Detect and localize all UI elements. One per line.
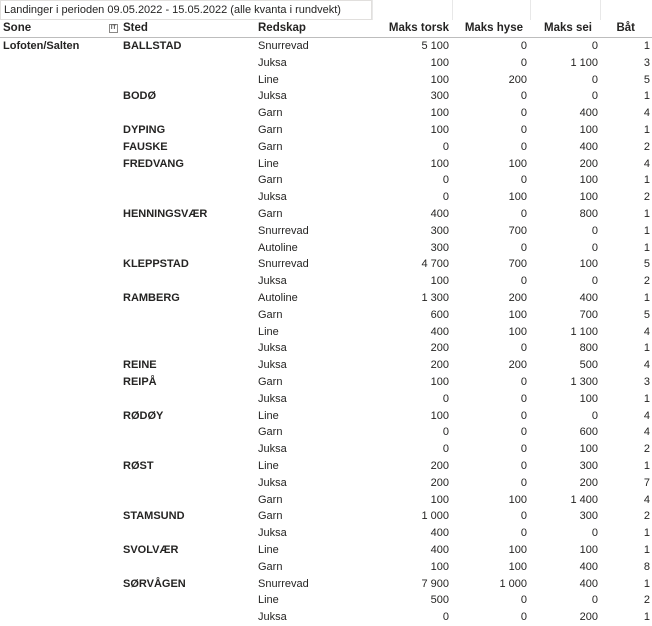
column-filter-icon[interactable]: IT (110, 25, 117, 31)
sted-cell: SØRVÅGEN (123, 577, 186, 590)
sted-cell: DYPING (123, 123, 166, 136)
bat-cell: 3 (643, 56, 650, 69)
sted-cell: RØST (123, 459, 154, 472)
table-row[interactable] (0, 475, 652, 492)
maks-torsk-cell: 1 300 (421, 291, 449, 304)
table-row[interactable] (0, 408, 652, 425)
maks-torsk-cell: 400 (430, 207, 449, 220)
table-row[interactable] (0, 424, 652, 441)
maks-sei-cell: 300 (579, 510, 598, 523)
header-maks-torsk[interactable]: Maks torsk (388, 22, 449, 34)
redskap-cell: Garn (258, 426, 283, 439)
bat-cell: 1 (643, 342, 650, 355)
maks-hyse-cell: 0 (520, 241, 527, 254)
maks-sei-cell: 1 300 (570, 375, 598, 388)
maks-torsk-cell: 400 (430, 527, 449, 540)
redskap-cell: Juksa (258, 191, 287, 204)
maks-torsk-cell: 100 (430, 157, 449, 170)
maks-sei-cell: 400 (579, 107, 598, 120)
table-row[interactable] (0, 324, 652, 341)
bat-cell: 2 (643, 443, 650, 456)
table-body (0, 38, 652, 626)
header-sone[interactable]: Sone (3, 22, 32, 34)
maks-hyse-cell: 100 (508, 543, 527, 556)
redskap-cell: Garn (258, 174, 283, 187)
table-row[interactable] (0, 492, 652, 509)
sted-cell: HENNINGSVÆR (123, 207, 208, 220)
maks-torsk-cell: 300 (430, 224, 449, 237)
redskap-cell: Garn (258, 207, 283, 220)
header-sted[interactable]: Sted (123, 22, 148, 34)
grid-divider (452, 0, 453, 20)
maks-sei-cell: 0 (591, 527, 598, 540)
maks-hyse-cell: 0 (520, 275, 527, 288)
maks-hyse-cell: 0 (520, 375, 527, 388)
table-row[interactable] (0, 55, 652, 72)
maks-torsk-cell: 0 (442, 611, 449, 624)
maks-sei-cell: 100 (579, 543, 598, 556)
maks-sei-cell: 400 (579, 140, 598, 153)
maks-torsk-cell: 200 (430, 459, 449, 472)
redskap-cell: Garn (258, 107, 283, 120)
table-row[interactable] (0, 559, 652, 576)
sted-cell: SVOLVÆR (123, 543, 179, 556)
bat-cell: 1 (643, 207, 650, 220)
header-maks-hyse[interactable]: Maks hyse (464, 22, 523, 34)
maks-sei-cell: 0 (591, 90, 598, 103)
maks-sei-cell: 0 (591, 40, 598, 52)
sted-cell: BALLSTAD (123, 40, 182, 52)
table-row[interactable] (0, 609, 652, 626)
maks-sei-cell: 500 (579, 359, 598, 372)
maks-sei-cell: 600 (579, 426, 598, 439)
header-maks-sei[interactable]: Maks sei (544, 22, 592, 34)
table-row[interactable] (0, 240, 652, 257)
maks-torsk-cell: 0 (442, 140, 449, 153)
bat-cell: 7 (643, 476, 650, 489)
table-row[interactable] (0, 508, 652, 525)
bat-cell: 2 (643, 594, 650, 607)
maks-torsk-cell: 100 (430, 560, 449, 573)
table-row[interactable] (0, 172, 652, 189)
bat-cell: 5 (643, 308, 650, 321)
maks-hyse-cell: 100 (508, 493, 527, 506)
maks-hyse-cell: 0 (520, 459, 527, 472)
maks-sei-cell: 0 (591, 241, 598, 254)
redskap-cell: Garn (258, 560, 283, 573)
table-row[interactable] (0, 206, 652, 223)
maks-sei-cell: 300 (579, 459, 598, 472)
maks-torsk-cell: 400 (430, 543, 449, 556)
sted-cell: STAMSUND (123, 510, 185, 523)
maks-hyse-cell: 200 (508, 291, 527, 304)
maks-hyse-cell: 0 (520, 409, 527, 422)
redskap-cell: Snurrevad (258, 258, 309, 271)
redskap-cell: Juksa (258, 443, 287, 456)
sted-cell: KLEPPSTAD (123, 258, 189, 271)
bat-cell: 1 (643, 40, 650, 52)
maks-sei-cell: 700 (579, 308, 598, 321)
maks-sei-cell: 800 (579, 207, 598, 220)
maks-hyse-cell: 0 (520, 90, 527, 103)
bat-cell: 1 (643, 527, 650, 540)
maks-torsk-cell: 200 (430, 476, 449, 489)
bat-cell: 5 (643, 258, 650, 271)
table-row[interactable] (0, 441, 652, 458)
maks-torsk-cell: 1 000 (421, 510, 449, 523)
maks-sei-cell: 200 (579, 476, 598, 489)
redskap-cell: Snurrevad (258, 224, 309, 237)
table-row[interactable] (0, 458, 652, 475)
table-row[interactable] (0, 374, 652, 391)
redskap-cell: Garn (258, 308, 283, 321)
maks-torsk-cell: 0 (442, 174, 449, 187)
maks-hyse-cell: 100 (508, 157, 527, 170)
redskap-cell: Line (258, 543, 279, 556)
bat-cell: 1 (643, 291, 650, 304)
maks-torsk-cell: 400 (430, 325, 449, 338)
redskap-cell: Snurrevad (258, 577, 309, 590)
maks-torsk-cell: 0 (442, 443, 449, 456)
redskap-cell: Garn (258, 140, 283, 153)
bat-cell: 4 (643, 409, 650, 422)
sone-cell: Lofoten/Salten (3, 40, 80, 52)
bat-cell: 1 (643, 123, 650, 136)
maks-hyse-cell: 0 (520, 392, 527, 405)
table-row[interactable] (0, 576, 652, 593)
table-row[interactable] (0, 307, 652, 324)
redskap-cell: Juksa (258, 90, 287, 103)
maks-hyse-cell: 100 (508, 191, 527, 204)
bat-cell: 4 (643, 359, 650, 372)
table-row[interactable] (0, 525, 652, 542)
table-row[interactable] (0, 156, 652, 173)
bat-cell: 4 (643, 157, 650, 170)
table-header (0, 20, 652, 38)
maks-sei-cell: 100 (579, 258, 598, 271)
bat-cell: 4 (643, 426, 650, 439)
sted-cell: RØDØY (123, 409, 164, 422)
sted-cell: FAUSKE (123, 140, 168, 153)
table-row[interactable] (0, 223, 652, 240)
redskap-cell: Garn (258, 510, 283, 523)
maks-hyse-cell: 0 (520, 342, 527, 355)
sted-cell: FREDVANG (123, 157, 184, 170)
grid-divider (372, 0, 373, 20)
maks-sei-cell: 1 400 (570, 493, 598, 506)
bat-cell: 1 (643, 543, 650, 556)
maks-sei-cell: 1 100 (570, 56, 598, 69)
maks-hyse-cell: 200 (508, 73, 527, 86)
sted-cell: BODØ (123, 90, 156, 103)
maks-hyse-cell: 0 (520, 140, 527, 153)
bat-cell: 1 (643, 224, 650, 237)
maks-torsk-cell: 100 (430, 409, 449, 422)
redskap-cell: Line (258, 325, 279, 338)
maks-hyse-cell: 0 (520, 56, 527, 69)
maks-hyse-cell: 0 (520, 527, 527, 540)
maks-torsk-cell: 300 (430, 90, 449, 103)
table-row[interactable] (0, 105, 652, 122)
maks-hyse-cell: 0 (520, 426, 527, 439)
maks-torsk-cell: 100 (430, 73, 449, 86)
report-title: Landinger i perioden 09.05.2022 - 15.05.2022 (alle kvanta i rundvekt) (0, 0, 372, 20)
bat-cell: 1 (643, 174, 650, 187)
sted-cell: REIPÅ (123, 375, 157, 388)
redskap-cell: Autoline (258, 291, 298, 304)
redskap-cell: Juksa (258, 56, 287, 69)
maks-torsk-cell: 500 (430, 594, 449, 607)
maks-sei-cell: 400 (579, 291, 598, 304)
redskap-cell: Juksa (258, 392, 287, 405)
table-row[interactable] (0, 391, 652, 408)
bat-cell: 1 (643, 392, 650, 405)
bat-cell: 4 (643, 325, 650, 338)
bat-cell: 8 (643, 560, 650, 573)
maks-sei-cell: 100 (579, 191, 598, 204)
grid-divider (530, 0, 531, 20)
maks-hyse-cell: 0 (520, 476, 527, 489)
table-row[interactable] (0, 256, 652, 273)
maks-hyse-cell: 0 (520, 40, 527, 52)
redskap-cell: Line (258, 594, 279, 607)
table-row[interactable] (0, 290, 652, 307)
bat-cell: 3 (643, 375, 650, 388)
maks-torsk-cell: 100 (430, 56, 449, 69)
header-bat[interactable]: Båt (616, 22, 635, 34)
redskap-cell: Autoline (258, 241, 298, 254)
maks-sei-cell: 200 (579, 157, 598, 170)
redskap-cell: Line (258, 73, 279, 86)
maks-hyse-cell: 1 000 (499, 577, 527, 590)
maks-hyse-cell: 0 (520, 207, 527, 220)
maks-torsk-cell: 200 (430, 342, 449, 355)
table-row[interactable] (0, 88, 652, 105)
maks-torsk-cell: 7 900 (421, 577, 449, 590)
maks-torsk-cell: 0 (442, 426, 449, 439)
maks-torsk-cell: 100 (430, 123, 449, 136)
maks-sei-cell: 0 (591, 224, 598, 237)
maks-sei-cell: 0 (591, 594, 598, 607)
maks-sei-cell: 0 (591, 275, 598, 288)
header-redskap[interactable]: Redskap (258, 22, 306, 34)
table-row[interactable] (0, 273, 652, 290)
table-row[interactable] (0, 72, 652, 89)
redskap-cell: Juksa (258, 611, 287, 624)
grid-divider (600, 0, 601, 20)
redskap-cell: Line (258, 459, 279, 472)
maks-sei-cell: 100 (579, 123, 598, 136)
bat-cell: 2 (643, 191, 650, 204)
table-row[interactable] (0, 340, 652, 357)
maks-hyse-cell: 700 (508, 224, 527, 237)
maks-torsk-cell: 100 (430, 375, 449, 388)
maks-sei-cell: 1 100 (570, 325, 598, 338)
maks-hyse-cell: 0 (520, 123, 527, 136)
maks-hyse-cell: 0 (520, 443, 527, 456)
table-row[interactable] (0, 357, 652, 374)
table-row[interactable] (0, 38, 652, 55)
maks-sei-cell: 200 (579, 611, 598, 624)
maks-hyse-cell: 0 (520, 594, 527, 607)
redskap-cell: Juksa (258, 359, 287, 372)
maks-sei-cell: 800 (579, 342, 598, 355)
redskap-cell: Juksa (258, 275, 287, 288)
maks-torsk-cell: 0 (442, 392, 449, 405)
redskap-cell: Juksa (258, 527, 287, 540)
maks-hyse-cell: 100 (508, 560, 527, 573)
sted-cell: REINE (123, 359, 157, 372)
bat-cell: 2 (643, 510, 650, 523)
table-row[interactable] (0, 139, 652, 156)
maks-torsk-cell: 200 (430, 359, 449, 372)
maks-sei-cell: 0 (591, 409, 598, 422)
maks-hyse-cell: 0 (520, 107, 527, 120)
sted-cell: RAMBERG (123, 291, 180, 304)
redskap-cell: Garn (258, 375, 283, 388)
maks-torsk-cell: 4 700 (421, 258, 449, 271)
bat-cell: 2 (643, 275, 650, 288)
table-row[interactable] (0, 122, 652, 139)
redskap-cell: Garn (258, 123, 283, 136)
maks-torsk-cell: 5 100 (421, 40, 449, 52)
maks-torsk-cell: 100 (430, 107, 449, 120)
table-row[interactable] (0, 542, 652, 559)
bat-cell: 4 (643, 493, 650, 506)
maks-sei-cell: 100 (579, 443, 598, 456)
maks-torsk-cell: 300 (430, 241, 449, 254)
maks-sei-cell: 100 (579, 392, 598, 405)
redskap-cell: Juksa (258, 342, 287, 355)
table-row[interactable] (0, 592, 652, 609)
maks-hyse-cell: 0 (520, 174, 527, 187)
bat-cell: 4 (643, 107, 650, 120)
redskap-cell: Snurrevad (258, 40, 309, 52)
bat-cell: 2 (643, 140, 650, 153)
bat-cell: 1 (643, 459, 650, 472)
redskap-cell: Garn (258, 493, 283, 506)
maks-torsk-cell: 0 (442, 191, 449, 204)
maks-hyse-cell: 100 (508, 308, 527, 321)
bat-cell: 5 (643, 73, 650, 86)
maks-sei-cell: 400 (579, 560, 598, 573)
redskap-cell: Line (258, 409, 279, 422)
maks-sei-cell: 100 (579, 174, 598, 187)
bat-cell: 1 (643, 241, 650, 254)
bat-cell: 1 (643, 577, 650, 590)
maks-hyse-cell: 0 (520, 611, 527, 624)
bat-cell: 1 (643, 611, 650, 624)
maks-hyse-cell: 700 (508, 258, 527, 271)
table-row[interactable] (0, 189, 652, 206)
bat-cell: 1 (643, 90, 650, 103)
maks-hyse-cell: 100 (508, 325, 527, 338)
redskap-cell: Juksa (258, 476, 287, 489)
redskap-cell: Line (258, 157, 279, 170)
maks-sei-cell: 0 (591, 73, 598, 86)
maks-hyse-cell: 0 (520, 510, 527, 523)
maks-torsk-cell: 100 (430, 275, 449, 288)
maks-hyse-cell: 200 (508, 359, 527, 372)
maks-sei-cell: 400 (579, 577, 598, 590)
maks-torsk-cell: 600 (430, 308, 449, 321)
maks-torsk-cell: 100 (430, 493, 449, 506)
